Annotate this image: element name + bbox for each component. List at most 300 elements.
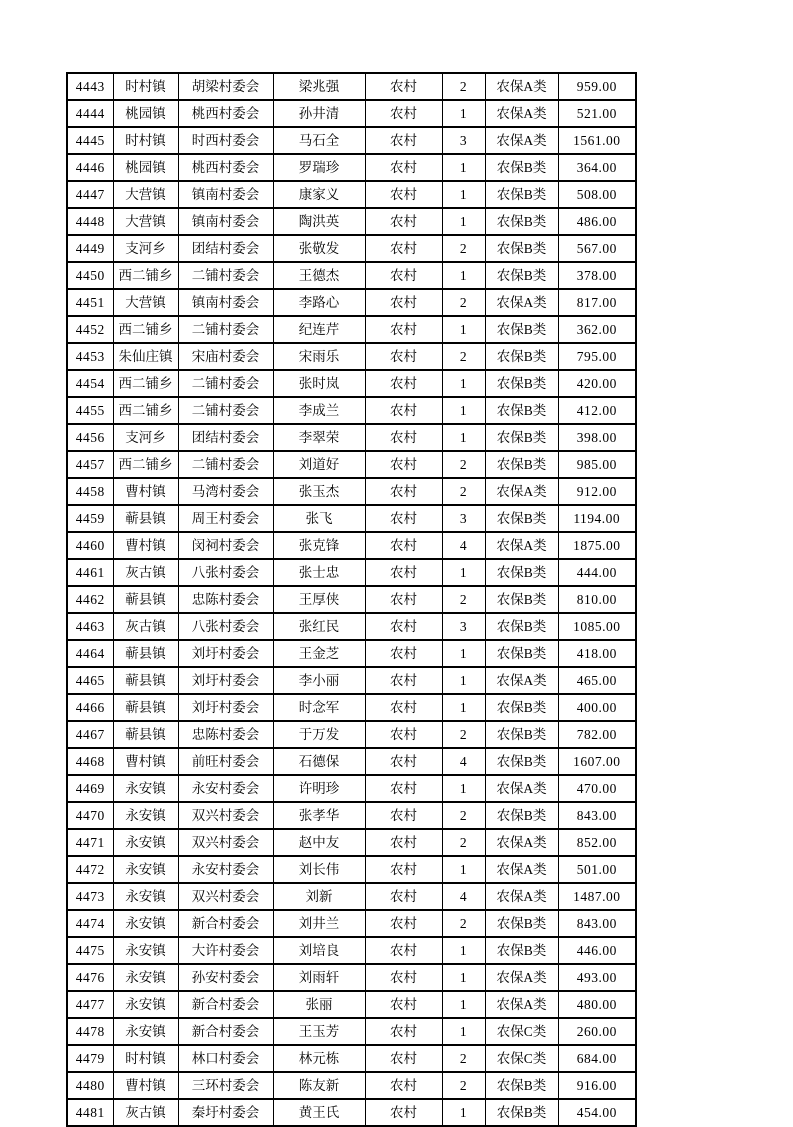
cell-amount: 1085.00 [558,613,636,640]
cell-person-count: 2 [442,1045,485,1072]
cell-town: 蕲县镇 [113,694,178,721]
cell-residence-type: 农村 [365,1099,442,1126]
cell-village-committee: 双兴村委会 [178,802,273,829]
cell-seq-number: 4477 [67,991,113,1018]
cell-person-name: 李小丽 [273,667,365,694]
table-row [67,154,636,181]
table-row [67,775,636,802]
cell-seq-number: 4454 [67,370,113,397]
cell-insurance-category: 农保B类 [485,181,558,208]
cell-amount: 446.00 [558,937,636,964]
cell-village-committee: 八张村委会 [178,613,273,640]
cell-insurance-category: 农保B类 [485,451,558,478]
table-row [67,883,636,910]
cell-amount: 684.00 [558,1045,636,1072]
cell-residence-type: 农村 [365,559,442,586]
cell-town: 曹村镇 [113,478,178,505]
cell-residence-type: 农村 [365,856,442,883]
cell-seq-number: 4465 [67,667,113,694]
cell-town: 西二铺乡 [113,262,178,289]
cell-insurance-category: 农保B类 [485,640,558,667]
cell-person-name: 王玉芳 [273,1018,365,1045]
cell-insurance-category: 农保B类 [485,586,558,613]
cell-person-name: 康家义 [273,181,365,208]
cell-village-committee: 二铺村委会 [178,397,273,424]
table-row [67,451,636,478]
table-row [67,505,636,532]
cell-village-committee: 团结村委会 [178,424,273,451]
cell-residence-type: 农村 [365,640,442,667]
cell-amount: 378.00 [558,262,636,289]
cell-amount: 1607.00 [558,748,636,775]
cell-town: 西二铺乡 [113,316,178,343]
cell-village-committee: 团结村委会 [178,235,273,262]
cell-person-name: 张飞 [273,505,365,532]
cell-residence-type: 农村 [365,154,442,181]
cell-town: 永安镇 [113,856,178,883]
table-row [67,262,636,289]
cell-person-name: 王德杰 [273,262,365,289]
cell-town: 时村镇 [113,127,178,154]
cell-person-count: 1 [442,964,485,991]
cell-amount: 501.00 [558,856,636,883]
cell-person-name: 王厚侠 [273,586,365,613]
cell-seq-number: 4476 [67,964,113,991]
cell-insurance-category: 农保A类 [485,532,558,559]
cell-insurance-category: 农保B类 [485,694,558,721]
cell-amount: 418.00 [558,640,636,667]
cell-person-name: 刘新 [273,883,365,910]
cell-residence-type: 农村 [365,397,442,424]
cell-residence-type: 农村 [365,289,442,316]
cell-person-name: 刘培良 [273,937,365,964]
cell-residence-type: 农村 [365,910,442,937]
table-row [67,613,636,640]
cell-insurance-category: 农保B类 [485,1072,558,1099]
cell-town: 大营镇 [113,181,178,208]
cell-person-count: 1 [442,775,485,802]
cell-person-count: 2 [442,1072,485,1099]
cell-seq-number: 4470 [67,802,113,829]
cell-person-name: 黄王氏 [273,1099,365,1126]
cell-person-name: 陈友新 [273,1072,365,1099]
cell-person-name: 张玉杰 [273,478,365,505]
cell-town: 支河乡 [113,424,178,451]
cell-residence-type: 农村 [365,343,442,370]
cell-amount: 1561.00 [558,127,636,154]
cell-village-committee: 前旺村委会 [178,748,273,775]
cell-person-name: 李翠荣 [273,424,365,451]
cell-person-count: 2 [442,829,485,856]
cell-village-committee: 永安村委会 [178,856,273,883]
cell-residence-type: 农村 [365,775,442,802]
cell-person-name: 张敬发 [273,235,365,262]
cell-seq-number: 4466 [67,694,113,721]
cell-town: 永安镇 [113,991,178,1018]
cell-seq-number: 4474 [67,910,113,937]
table-row [67,586,636,613]
cell-village-committee: 永安村委会 [178,775,273,802]
cell-insurance-category: 农保B类 [485,208,558,235]
cell-insurance-category: 农保A类 [485,289,558,316]
cell-person-count: 1 [442,694,485,721]
cell-person-name: 张孝华 [273,802,365,829]
cell-residence-type: 农村 [365,262,442,289]
cell-amount: 454.00 [558,1099,636,1126]
cell-seq-number: 4449 [67,235,113,262]
cell-amount: 1875.00 [558,532,636,559]
cell-village-committee: 秦圩村委会 [178,1099,273,1126]
cell-person-count: 2 [442,586,485,613]
cell-insurance-category: 农保A类 [485,127,558,154]
cell-person-count: 2 [442,289,485,316]
cell-residence-type: 农村 [365,829,442,856]
cell-amount: 465.00 [558,667,636,694]
cell-insurance-category: 农保B类 [485,505,558,532]
cell-town: 蕲县镇 [113,640,178,667]
cell-seq-number: 4455 [67,397,113,424]
table-row [67,856,636,883]
cell-amount: 817.00 [558,289,636,316]
cell-insurance-category: 农保B类 [485,721,558,748]
cell-town: 桃园镇 [113,100,178,127]
cell-residence-type: 农村 [365,1072,442,1099]
cell-town: 西二铺乡 [113,451,178,478]
cell-person-name: 张丽 [273,991,365,1018]
cell-village-committee: 宋庙村委会 [178,343,273,370]
table-row [67,910,636,937]
cell-village-committee: 忠陈村委会 [178,721,273,748]
cell-town: 永安镇 [113,775,178,802]
cell-town: 永安镇 [113,829,178,856]
cell-person-count: 2 [442,802,485,829]
cell-insurance-category: 农保B类 [485,613,558,640]
cell-amount: 810.00 [558,586,636,613]
cell-person-name: 张时岚 [273,370,365,397]
table-row [67,829,636,856]
table-body [67,73,636,1126]
cell-village-committee: 镇南村委会 [178,289,273,316]
cell-seq-number: 4448 [67,208,113,235]
cell-residence-type: 农村 [365,667,442,694]
cell-person-name: 刘雨轩 [273,964,365,991]
cell-residence-type: 农村 [365,370,442,397]
cell-town: 时村镇 [113,1045,178,1072]
cell-person-name: 孙井清 [273,100,365,127]
cell-person-name: 林元栋 [273,1045,365,1072]
cell-amount: 420.00 [558,370,636,397]
cell-insurance-category: 农保B类 [485,235,558,262]
cell-person-count: 1 [442,100,485,127]
cell-residence-type: 农村 [365,451,442,478]
cell-insurance-category: 农保B类 [485,262,558,289]
cell-residence-type: 农村 [365,127,442,154]
cell-person-name: 罗瑞珍 [273,154,365,181]
cell-town: 蕲县镇 [113,667,178,694]
table-row [67,289,636,316]
cell-residence-type: 农村 [365,1018,442,1045]
cell-person-name: 于万发 [273,721,365,748]
cell-amount: 260.00 [558,1018,636,1045]
table-row [67,343,636,370]
cell-amount: 959.00 [558,73,636,100]
table-row [67,397,636,424]
cell-person-name: 张士忠 [273,559,365,586]
cell-person-count: 4 [442,883,485,910]
cell-amount: 916.00 [558,1072,636,1099]
cell-insurance-category: 农保B类 [485,397,558,424]
cell-seq-number: 4480 [67,1072,113,1099]
table-row [67,1018,636,1045]
cell-person-count: 3 [442,127,485,154]
cell-amount: 852.00 [558,829,636,856]
cell-village-committee: 大许村委会 [178,937,273,964]
table-row [67,937,636,964]
cell-person-name: 王金芝 [273,640,365,667]
cell-village-committee: 忠陈村委会 [178,586,273,613]
cell-seq-number: 4447 [67,181,113,208]
cell-amount: 843.00 [558,802,636,829]
cell-residence-type: 农村 [365,316,442,343]
cell-person-count: 2 [442,910,485,937]
cell-village-committee: 林口村委会 [178,1045,273,1072]
pension-roster-table [66,72,637,1127]
cell-residence-type: 农村 [365,613,442,640]
cell-insurance-category: 农保C类 [485,1018,558,1045]
cell-town: 西二铺乡 [113,370,178,397]
cell-amount: 480.00 [558,991,636,1018]
cell-person-name: 张克锋 [273,532,365,559]
cell-residence-type: 农村 [365,505,442,532]
cell-person-name: 李路心 [273,289,365,316]
cell-amount: 400.00 [558,694,636,721]
cell-amount: 508.00 [558,181,636,208]
cell-amount: 985.00 [558,451,636,478]
cell-amount: 398.00 [558,424,636,451]
cell-village-committee: 胡梁村委会 [178,73,273,100]
cell-person-name: 石德保 [273,748,365,775]
cell-amount: 1487.00 [558,883,636,910]
cell-insurance-category: 农保C类 [485,1045,558,1072]
table-row [67,748,636,775]
table-row [67,694,636,721]
cell-person-count: 1 [442,991,485,1018]
cell-amount: 493.00 [558,964,636,991]
cell-insurance-category: 农保B类 [485,1099,558,1126]
cell-person-count: 3 [442,613,485,640]
cell-person-count: 1 [442,208,485,235]
table-row [67,964,636,991]
cell-person-count: 1 [442,640,485,667]
cell-village-committee: 刘圩村委会 [178,694,273,721]
cell-insurance-category: 农保A类 [485,478,558,505]
cell-seq-number: 4462 [67,586,113,613]
cell-seq-number: 4446 [67,154,113,181]
cell-seq-number: 4444 [67,100,113,127]
cell-person-count: 1 [442,856,485,883]
cell-amount: 795.00 [558,343,636,370]
cell-amount: 486.00 [558,208,636,235]
cell-town: 灰古镇 [113,613,178,640]
cell-seq-number: 4475 [67,937,113,964]
cell-amount: 412.00 [558,397,636,424]
cell-person-count: 2 [442,343,485,370]
cell-village-committee: 二铺村委会 [178,451,273,478]
table-row [67,1072,636,1099]
cell-person-name: 赵中友 [273,829,365,856]
table-row [67,640,636,667]
cell-residence-type: 农村 [365,586,442,613]
cell-insurance-category: 农保A类 [485,964,558,991]
cell-seq-number: 4445 [67,127,113,154]
cell-person-count: 3 [442,505,485,532]
cell-person-name: 李成兰 [273,397,365,424]
cell-person-name: 许明珍 [273,775,365,802]
cell-person-name: 纪连芹 [273,316,365,343]
table-row [67,235,636,262]
cell-person-name: 时念军 [273,694,365,721]
cell-village-committee: 二铺村委会 [178,262,273,289]
cell-person-count: 4 [442,532,485,559]
cell-amount: 444.00 [558,559,636,586]
table-row [67,802,636,829]
cell-residence-type: 农村 [365,478,442,505]
table-row [67,532,636,559]
cell-insurance-category: 农保B类 [485,370,558,397]
cell-insurance-category: 农保A类 [485,667,558,694]
cell-town: 支河乡 [113,235,178,262]
cell-amount: 364.00 [558,154,636,181]
table-row [67,424,636,451]
cell-person-count: 1 [442,154,485,181]
cell-person-count: 1 [442,397,485,424]
cell-amount: 782.00 [558,721,636,748]
cell-seq-number: 4471 [67,829,113,856]
cell-town: 蕲县镇 [113,721,178,748]
cell-seq-number: 4479 [67,1045,113,1072]
cell-town: 永安镇 [113,910,178,937]
cell-seq-number: 4451 [67,289,113,316]
table-row [67,370,636,397]
cell-person-name: 陶洪英 [273,208,365,235]
cell-amount: 567.00 [558,235,636,262]
cell-town: 大营镇 [113,289,178,316]
cell-residence-type: 农村 [365,721,442,748]
cell-residence-type: 农村 [365,532,442,559]
cell-insurance-category: 农保B类 [485,559,558,586]
cell-insurance-category: 农保B类 [485,910,558,937]
cell-town: 永安镇 [113,883,178,910]
cell-seq-number: 4463 [67,613,113,640]
cell-insurance-category: 农保B类 [485,154,558,181]
cell-person-count: 1 [442,262,485,289]
cell-town: 蕲县镇 [113,586,178,613]
cell-insurance-category: 农保B类 [485,316,558,343]
cell-residence-type: 农村 [365,1045,442,1072]
cell-town: 灰古镇 [113,1099,178,1126]
cell-residence-type: 农村 [365,73,442,100]
cell-residence-type: 农村 [365,937,442,964]
cell-amount: 1194.00 [558,505,636,532]
cell-town: 永安镇 [113,964,178,991]
cell-residence-type: 农村 [365,424,442,451]
cell-seq-number: 4464 [67,640,113,667]
cell-person-count: 1 [442,937,485,964]
table-row [67,1045,636,1072]
cell-amount: 470.00 [558,775,636,802]
table-row [67,181,636,208]
cell-seq-number: 4473 [67,883,113,910]
cell-insurance-category: 农保A类 [485,991,558,1018]
cell-village-committee: 新合村委会 [178,910,273,937]
cell-insurance-category: 农保A类 [485,829,558,856]
cell-village-committee: 新合村委会 [178,991,273,1018]
cell-insurance-category: 农保A类 [485,883,558,910]
table-row [67,559,636,586]
cell-village-committee: 马湾村委会 [178,478,273,505]
cell-village-committee: 周王村委会 [178,505,273,532]
cell-person-count: 2 [442,478,485,505]
cell-person-count: 2 [442,451,485,478]
cell-town: 永安镇 [113,1018,178,1045]
table-row [67,73,636,100]
cell-person-count: 1 [442,1099,485,1126]
table-row [67,208,636,235]
cell-residence-type: 农村 [365,991,442,1018]
table-row [67,316,636,343]
cell-seq-number: 4461 [67,559,113,586]
cell-seq-number: 4458 [67,478,113,505]
cell-town: 朱仙庄镇 [113,343,178,370]
cell-village-committee: 镇南村委会 [178,208,273,235]
cell-person-count: 1 [442,370,485,397]
cell-village-committee: 刘圩村委会 [178,640,273,667]
cell-seq-number: 4450 [67,262,113,289]
cell-town: 永安镇 [113,937,178,964]
table-row [67,100,636,127]
table-row [67,478,636,505]
cell-person-name: 刘长伟 [273,856,365,883]
cell-seq-number: 4459 [67,505,113,532]
cell-town: 大营镇 [113,208,178,235]
cell-village-committee: 二铺村委会 [178,370,273,397]
cell-town: 曹村镇 [113,1072,178,1099]
cell-amount: 521.00 [558,100,636,127]
cell-seq-number: 4460 [67,532,113,559]
cell-amount: 843.00 [558,910,636,937]
cell-residence-type: 农村 [365,802,442,829]
cell-person-name: 宋雨乐 [273,343,365,370]
cell-insurance-category: 农保B类 [485,937,558,964]
cell-amount: 362.00 [558,316,636,343]
cell-town: 桃园镇 [113,154,178,181]
cell-person-name: 梁兆强 [273,73,365,100]
cell-person-name: 张红民 [273,613,365,640]
cell-town: 蕲县镇 [113,505,178,532]
cell-seq-number: 4478 [67,1018,113,1045]
cell-insurance-category: 农保A类 [485,856,558,883]
cell-village-committee: 孙安村委会 [178,964,273,991]
cell-person-count: 2 [442,73,485,100]
cell-village-committee: 二铺村委会 [178,316,273,343]
cell-village-committee: 刘圩村委会 [178,667,273,694]
cell-residence-type: 农村 [365,964,442,991]
table-row [67,991,636,1018]
cell-residence-type: 农村 [365,883,442,910]
cell-residence-type: 农村 [365,100,442,127]
cell-insurance-category: 农保A类 [485,100,558,127]
cell-person-count: 1 [442,559,485,586]
